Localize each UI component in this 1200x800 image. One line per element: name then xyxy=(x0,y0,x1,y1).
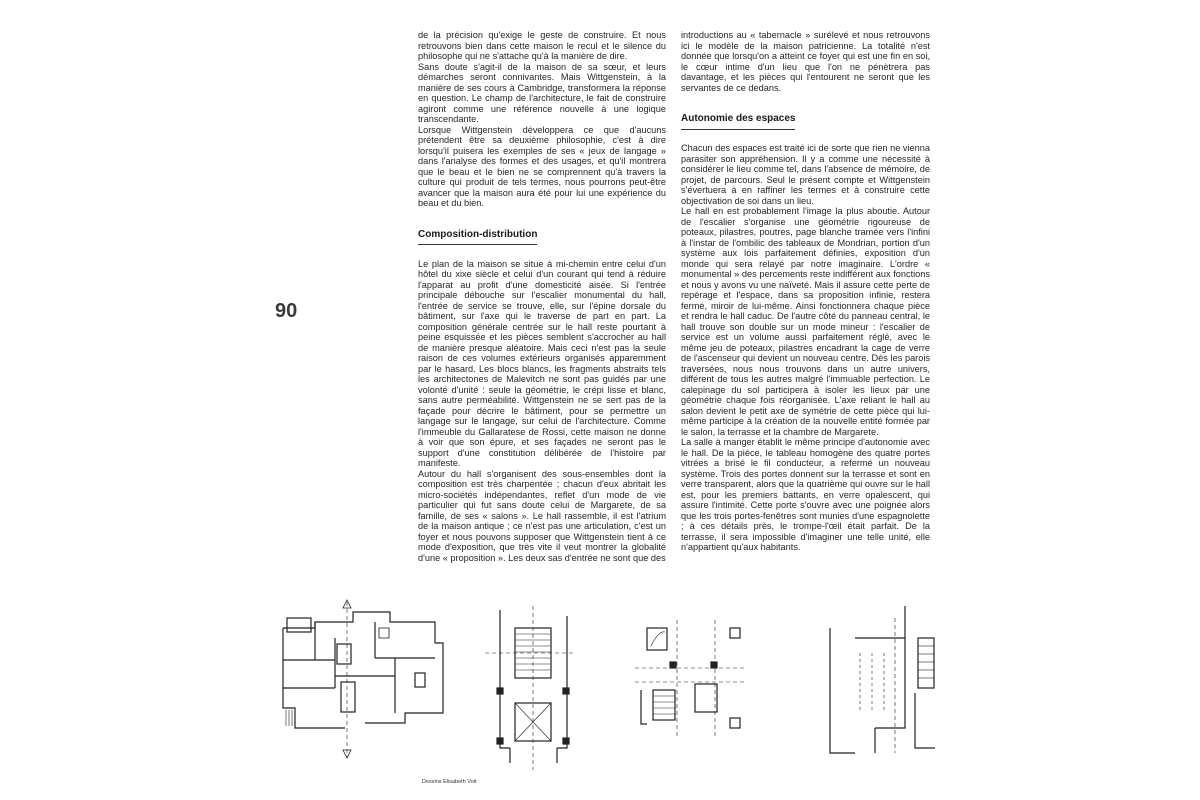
section-heading-composition: Composition-distribution xyxy=(418,230,537,246)
plan-room-detail xyxy=(830,606,935,753)
floor-plan-drawings xyxy=(275,598,955,778)
paragraph: Chacun des espaces est traité ici de sorte que rien ne vienna parasiter son appréhension. Il y a comme une nécessité à considérer le lieu comme tel, dans l'absence de mémoire, de projet, de parcours. Seul le présent compte et Wittgenstein s'évertuera à en raffiner les termes et à construire cette objectivation de soi dans un lieu. xyxy=(681,143,930,206)
paragraph: Lorsque Wittgenstein développera ce que d'aucuns prétendent être sa deuxième philosophie, c'est à dire lorsqu'il puisera les exemples de ses « jeux de langage » dans l'analyse des formes et des usages, et qu'il montrera que le beau et le bien ne se comprennent qu'à travers la culture qui produit de tels termes, nous pourrons peut-être avancer que la maison aura été pour lui une expérience du beau et du bien. xyxy=(418,124,666,208)
paragraph: Sans doute s'agit-il de la maison de sa sœur, et leurs démarches seront connivantes. Mais Wittgenstein, à la manière de ses cours à Cambridge, transformera la réponse en question. Le champ de l'architecture, le fait de construire agiront comme une référence nouvelle à une logique transcendante. xyxy=(418,61,666,124)
paragraph: Autour du hall s'organisent des sous-ensembles dont la composition est très charpentée ; chacun d'eux abritait les micro-sociétés indépendantes, reflet d'un mode de vie particulier qui fut sans doute celui de Margarete, de sa famille, de ses « salons ». Le hall rassemble, il est l'atrium de la maison antique ; ce n'est pas une articulation, c'est un foyer et nous pouvons supposer que Wittgenstein tient à ce mode d'exposition, que très vite il veut montrer la globalité d'une « proposition ». Les deux sas d'entrée ne sont que des xyxy=(418,468,666,563)
paragraph: Le plan de la maison se situe à mi-chemin entre celui d'un hôtel du xixe siècle et celui d'un courant qui tend à réduire l'apparat au profit d'une domesticité aisée. Si l'entrée principale débouche sur l'escalier monumental du hall, l'entrée de service se trouve, elle, sur l'épine dorsale du bâtiment, sur l'axe qui le traverse de part en part. La composition générale centrée sur le hall reste pourtant à peine esquissée et les pièces semblent s'accrocher au hall de manière presque aléatoire. Mais ceci n'est pas la seule raison de ces volumes extérieurs organisés apparemment par le hasard. Les blocs blancs, les fragments abstraits tels les architectones de Malevitch ne sont pas guidés par une volonté d'unité : seule la géométrie, le crépi lisse et blanc, sans autre perméabilité. Wittgenstein ne se sert pas de la façade pour décrire le bâtiment, pour se permettre un langage sur le langage, sur celui de l'architecture. Comme l'immeuble du Gallaratese de Rossi, cette maison ne donne à voir que son épure, et ses façades ne seront pas le support d'une constitution délibérée de l'histoire par manifeste. xyxy=(418,258,666,468)
paragraph: de la précision qu'exige le geste de construire. Et nous retrouvons bien dans cette maison le recul et le silence du philosophe qui ne s'attache qu'à la manière de dire. xyxy=(418,30,666,61)
paragraph: Le hall en est probablement l'image la plus aboutie. Autour de l'escalier s'organise une géométrie rigoureuse de poteaux, pilastres, poutres, page blanche tramée vers l'infini à l'instar de l'ombilic des tableaux de Mondrian, portion d'un système aux lois parfaitement définies, exposition d'un monde qui sera relayé par notre imaginaire. L'ordre « monumental » des percements reste indifférent aux fonctions et nous y avons vu une naïveté. Mais il assure cette perte de repérage et l'espace, dans sa proposition infinie, restera fermé, miroir de lui-même. Ainsi fonctionnera chaque pièce et rendra le hall caduc. De l'autre côté du panneau central, le hall trouve son double sur un mode mineur : l'escalier de service est un volume aussi parfaitement réglé, avec le même jeu de poteaux, pilastres encadrant la cage de verre de l'ascenseur qui devient un nouveau centre. Dès les parois traversées, nous nous trouvons dans un autre univers, différent de tous les autres malgré l'immuable perfection. Le calepinage du sol participera à isoler les lieux par une géométrie chaque fois réorganisée. L'axe reliant le hall au salon devient le petit axe de symétrie de cette pièce qui lui-même participe à la création de la nouvelle entité formée par le salon, la terrasse et la chambre de Margarete. xyxy=(681,206,930,437)
paragraph: introductions au « tabernacle » surélevé et nous retrouvons ici le modèle de la maison patricienne. La totalité n'est donnée que lorsqu'on a atteint ce foyer qui est une fin en soi, le cœur intime d'un lieu que l'on ne pénètrera pas davantage, et les pièces qui l'entourent ne seront que les servantes de ce dedans. xyxy=(681,30,930,93)
plan-service-stair xyxy=(635,620,745,738)
page-number: 90 xyxy=(275,300,298,322)
right-text-column xyxy=(681,30,930,553)
plan-ground-floor xyxy=(283,600,443,758)
left-text-column xyxy=(418,30,666,563)
floor-plan-svg xyxy=(275,598,955,778)
figure-credit: Dessins Elisabeth Voit xyxy=(422,779,477,785)
section-heading-autonomie: Autonomie des espaces xyxy=(681,114,795,130)
plan-hall-staircase xyxy=(485,606,575,770)
paragraph: La salle à manger établit le même principe d'autonomie avec le hall. De la pièce, le tableau homogène des quatre portes vitrées a brisé le fil conducteur, a refermé un nouveau système. Trois des portes donnent sur la terrasse et sont en verre transparent, alors que la quatrième qui ouvre sur le hall est, pour les premiers battants, en verre opalescent, qui assure l'intimité. Cette porte s'ouvre avec une poignée alors que les trois portes-fenêtres sont munies d'une espagnolette ; à ces détails près, le trompe-l'œil était parfait. De la terrasse, il sera impossible d'imaginer une telle unité, elle n'appartient qu'aux habitants. xyxy=(681,437,930,552)
